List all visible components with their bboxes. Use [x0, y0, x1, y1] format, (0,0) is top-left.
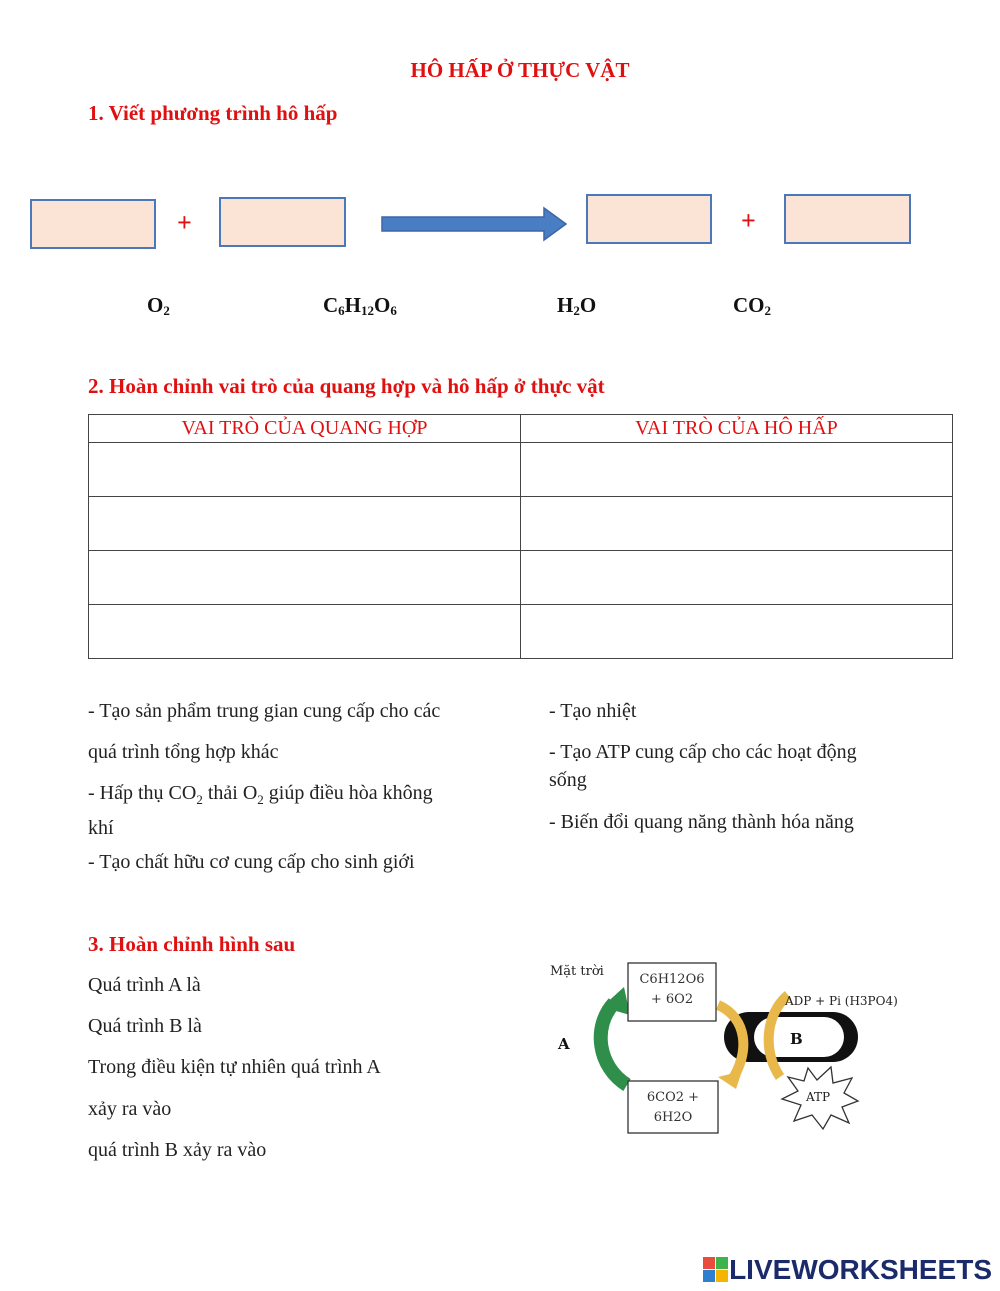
plus-sign-1: +	[177, 208, 192, 237]
question-process-a: Quá trình A là	[88, 974, 201, 996]
section3-heading: 3. Hoàn chỉnh hình sau	[88, 932, 296, 956]
section2-heading: 2. Hoàn chỉnh vai trò của quang hợp và hô hấp ở thực vật	[88, 374, 605, 398]
bottom-box-line1: 6CO2 +	[646, 1090, 700, 1105]
question-condition: Trong điều kiện tự nhiên quá trình A	[88, 1056, 381, 1078]
respiration-diagram	[540, 955, 910, 1140]
label-b: B	[790, 1030, 803, 1048]
plus-sign-2: +	[741, 206, 756, 235]
col-photosynthesis-header: VAI TRÒ CỦA QUANG HỢP	[89, 415, 521, 443]
sun-label: Mặt trời	[550, 964, 604, 979]
chip-o2[interactable]: $O_2$	[147, 293, 170, 318]
col-respiration-header: VAI TRÒ CỦA HÔ HẤP	[521, 415, 953, 443]
co2-box	[628, 1081, 718, 1133]
chip-co2[interactable]: $CO_2$	[733, 293, 771, 318]
option-light-to-chemical[interactable]: - Biến đổi quang năng thành hóa năng	[549, 811, 854, 833]
bottom-box-line2: 6H2O	[653, 1110, 693, 1125]
section1-heading: 1. Viết phương trình hô hấp	[88, 101, 338, 125]
drop-cell-resp-4[interactable]	[521, 605, 953, 659]
option-heat[interactable]: - Tạo nhiệt	[549, 700, 637, 722]
drop-cell-resp-2[interactable]	[521, 497, 953, 551]
top-box-line2: + 6O2	[650, 992, 694, 1007]
top-box-line1: C6H12O6	[639, 972, 705, 987]
drop-cell-photo-3[interactable]	[89, 551, 521, 605]
drop-cell-photo-2[interactable]	[89, 497, 521, 551]
drop-cell-resp-1[interactable]	[521, 443, 953, 497]
chip-glucose[interactable]: $C_6H_{12}O_6$	[323, 293, 397, 318]
question-b-occurs: quá trình B xảy ra vào	[88, 1139, 267, 1161]
atp-label: ATP	[805, 1090, 831, 1104]
question-process-b: Quá trình B là	[88, 1015, 202, 1037]
label-a: A	[558, 1035, 570, 1053]
roles-table	[88, 414, 953, 659]
drop-cell-resp-3[interactable]	[521, 551, 953, 605]
question-a-occurs: xảy ra vào	[88, 1098, 172, 1120]
option-intermediate-products[interactable]: - Tạo sản phẩm trung gian cung cấp cho các quá trình tổng hợp khác	[88, 700, 441, 763]
drop-zone-2[interactable]	[219, 197, 346, 247]
liveworksheets-logo-icon	[703, 1257, 729, 1283]
drop-zone-4[interactable]	[784, 194, 911, 244]
drop-zone-3[interactable]	[586, 194, 712, 244]
drop-cell-photo-4[interactable]	[89, 605, 521, 659]
brand-text: LIVEWORKSHEETS	[729, 1254, 992, 1285]
drop-cell-photo-1[interactable]	[89, 443, 521, 497]
green-arrow-icon	[601, 1003, 627, 1085]
chip-h2o[interactable]: $H_2O$	[557, 293, 597, 318]
option-atp[interactable]: - Tạo ATP cung cấp cho các hoạt động sống	[549, 741, 857, 791]
reaction-arrow-icon	[380, 206, 570, 242]
liveworksheets-logo	[703, 1252, 992, 1288]
option-absorb-co2[interactable]: - Hấp thụ $CO_2$ thải $O_2$ giúp điều hòa không khí	[88, 782, 433, 839]
page-title: HÔ HẤP Ở THỰC VẬT	[410, 58, 630, 82]
adp-label: ADP + Pi (H3PO4)	[785, 994, 898, 1008]
drop-zone-1[interactable]	[30, 199, 156, 249]
option-organic-matter[interactable]: - Tạo chất hữu cơ cung cấp cho sinh giới	[88, 851, 415, 873]
